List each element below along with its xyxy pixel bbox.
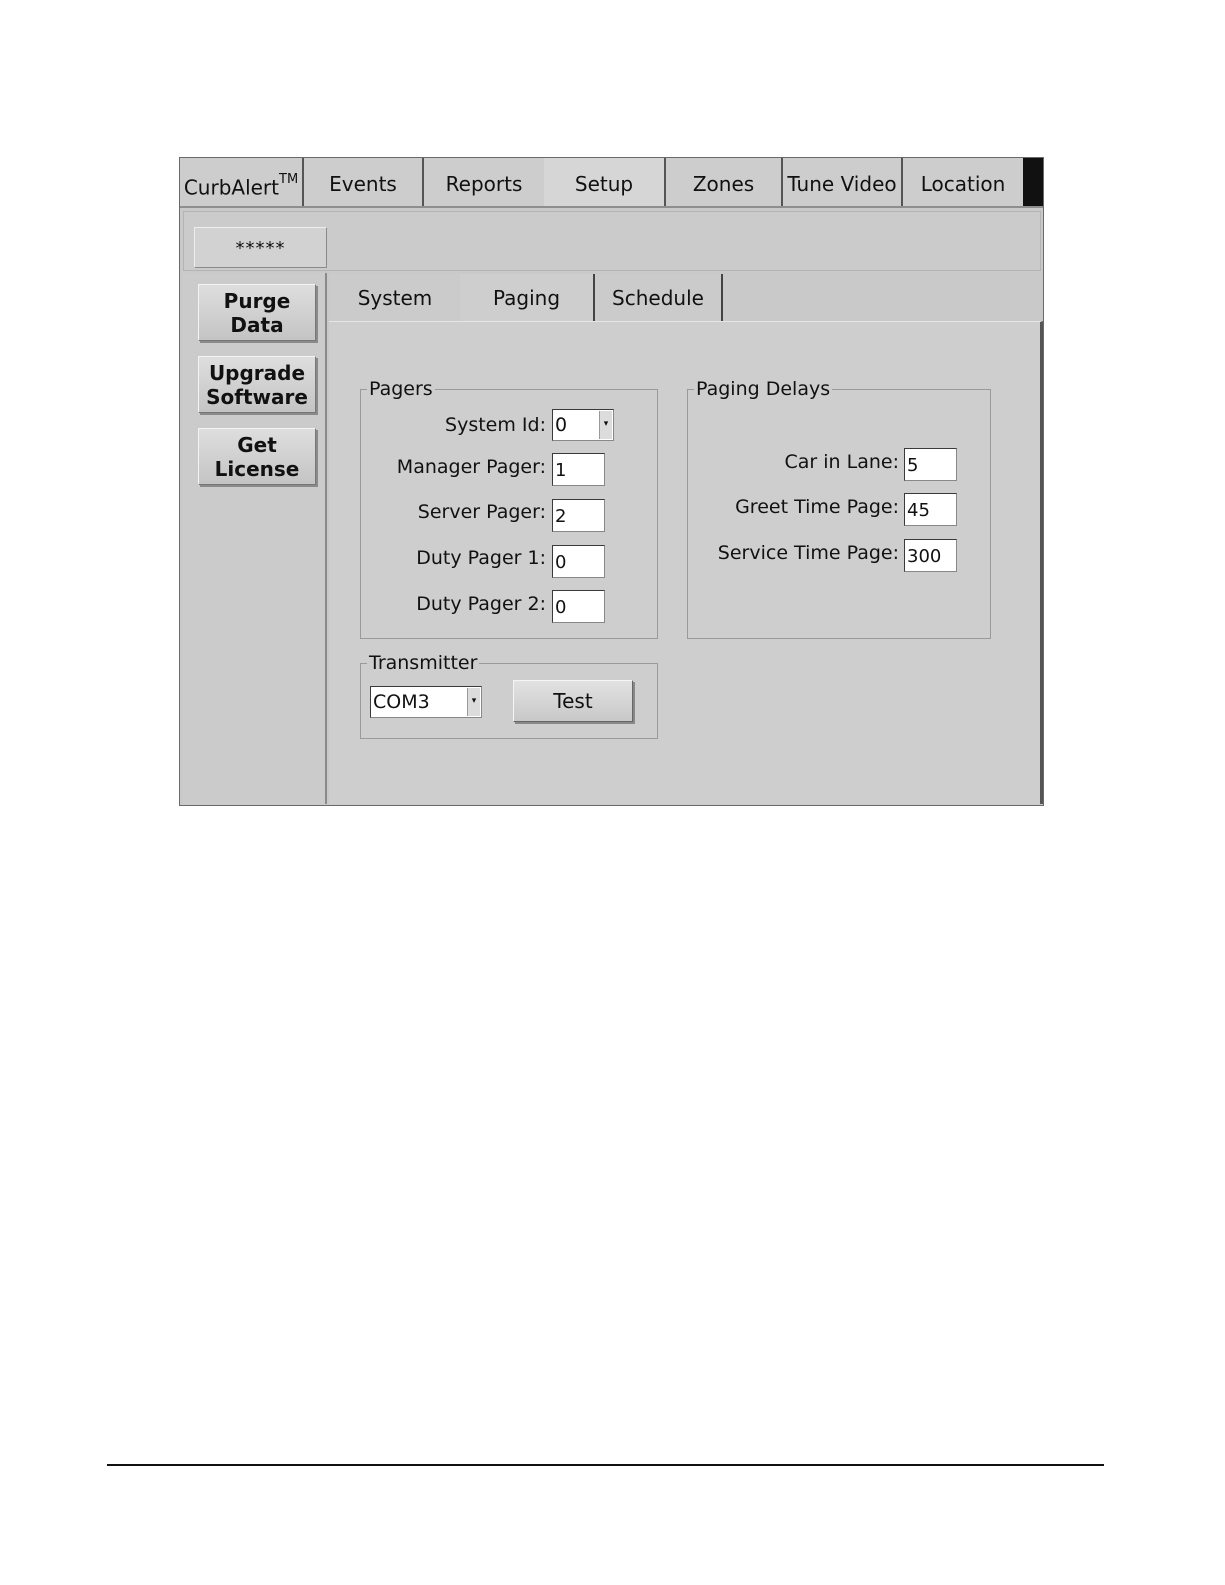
button-label-line2: Data [230, 312, 284, 337]
password-field[interactable]: ***** [194, 227, 327, 268]
transmitter-port-select[interactable] [370, 686, 482, 718]
tab-paging[interactable]: Paging [460, 274, 593, 324]
service-time-page-field[interactable]: 300 [904, 539, 957, 572]
transmitter-group-title: Transmitter [369, 652, 478, 674]
tab-schedule[interactable]: Schedule [595, 274, 721, 321]
test-button[interactable]: Test [513, 680, 633, 722]
greet-time-page-label: Greet Time Page: [735, 496, 899, 518]
tab-zones[interactable]: Zones [666, 158, 783, 206]
purge-data-button[interactable] [198, 284, 316, 341]
service-time-page-label: Service Time Page: [717, 542, 899, 564]
car-in-lane-label: Car in Lane: [784, 451, 899, 473]
button-label-line1: Purge [223, 288, 291, 313]
button-label-line2: License [214, 456, 300, 481]
duty-pager-1-field[interactable]: 0 [552, 545, 605, 578]
chevron-down-icon[interactable]: ▾ [467, 688, 480, 716]
paging-delays-group [687, 378, 991, 639]
button-label-line1: Upgrade [208, 360, 306, 385]
manager-pager-label: Manager Pager: [396, 456, 546, 478]
password-row [183, 211, 1041, 271]
duty-pager-2-label: Duty Pager 2: [416, 593, 546, 615]
paging-panel [329, 321, 1043, 804]
tab-reports[interactable]: Reports [445, 172, 523, 196]
pagers-group-title: Pagers [369, 378, 433, 400]
main-tab-bar [180, 158, 1043, 208]
tab-tune-video[interactable]: Tune Video [783, 158, 903, 206]
chevron-down-icon[interactable]: ▾ [599, 411, 612, 439]
paging-delays-group-title: Paging Delays [696, 378, 831, 400]
duty-pager-2-field[interactable]: 0 [552, 590, 605, 623]
tab-divider [721, 274, 723, 321]
tab-location[interactable]: Location [920, 172, 1006, 196]
tab-bar-end [1023, 158, 1043, 206]
system-id-select[interactable] [552, 409, 614, 441]
greet-time-page-field[interactable]: 45 [904, 493, 957, 526]
tab-label: CurbAlert [183, 175, 279, 200]
get-license-button[interactable] [198, 428, 316, 485]
pagers-group [360, 378, 658, 639]
page-footer-rule [107, 1464, 1104, 1466]
transmitter-group [360, 652, 658, 739]
tab-setup[interactable]: Setup [544, 158, 666, 206]
side-panel [183, 273, 327, 804]
upgrade-software-button[interactable] [198, 356, 316, 413]
system-id-label: System Id: [445, 414, 546, 436]
trademark-mark: TM [279, 172, 299, 187]
server-pager-label: Server Pager: [417, 501, 546, 523]
tab-curbalert[interactable] [180, 158, 304, 206]
tab-events[interactable]: Events [304, 158, 424, 206]
server-pager-field[interactable]: 2 [552, 499, 605, 532]
transmitter-port-value: COM3 [373, 691, 430, 713]
duty-pager-1-label: Duty Pager 1: [416, 547, 546, 569]
curbalert-window [179, 157, 1044, 806]
car-in-lane-field[interactable]: 5 [904, 448, 957, 481]
button-label-line2: Software [206, 384, 308, 409]
button-label-line1: Get [237, 432, 277, 457]
manager-pager-field[interactable]: 1 [552, 453, 605, 486]
tab-system[interactable]: System [330, 274, 460, 321]
system-id-value: 0 [555, 414, 568, 436]
